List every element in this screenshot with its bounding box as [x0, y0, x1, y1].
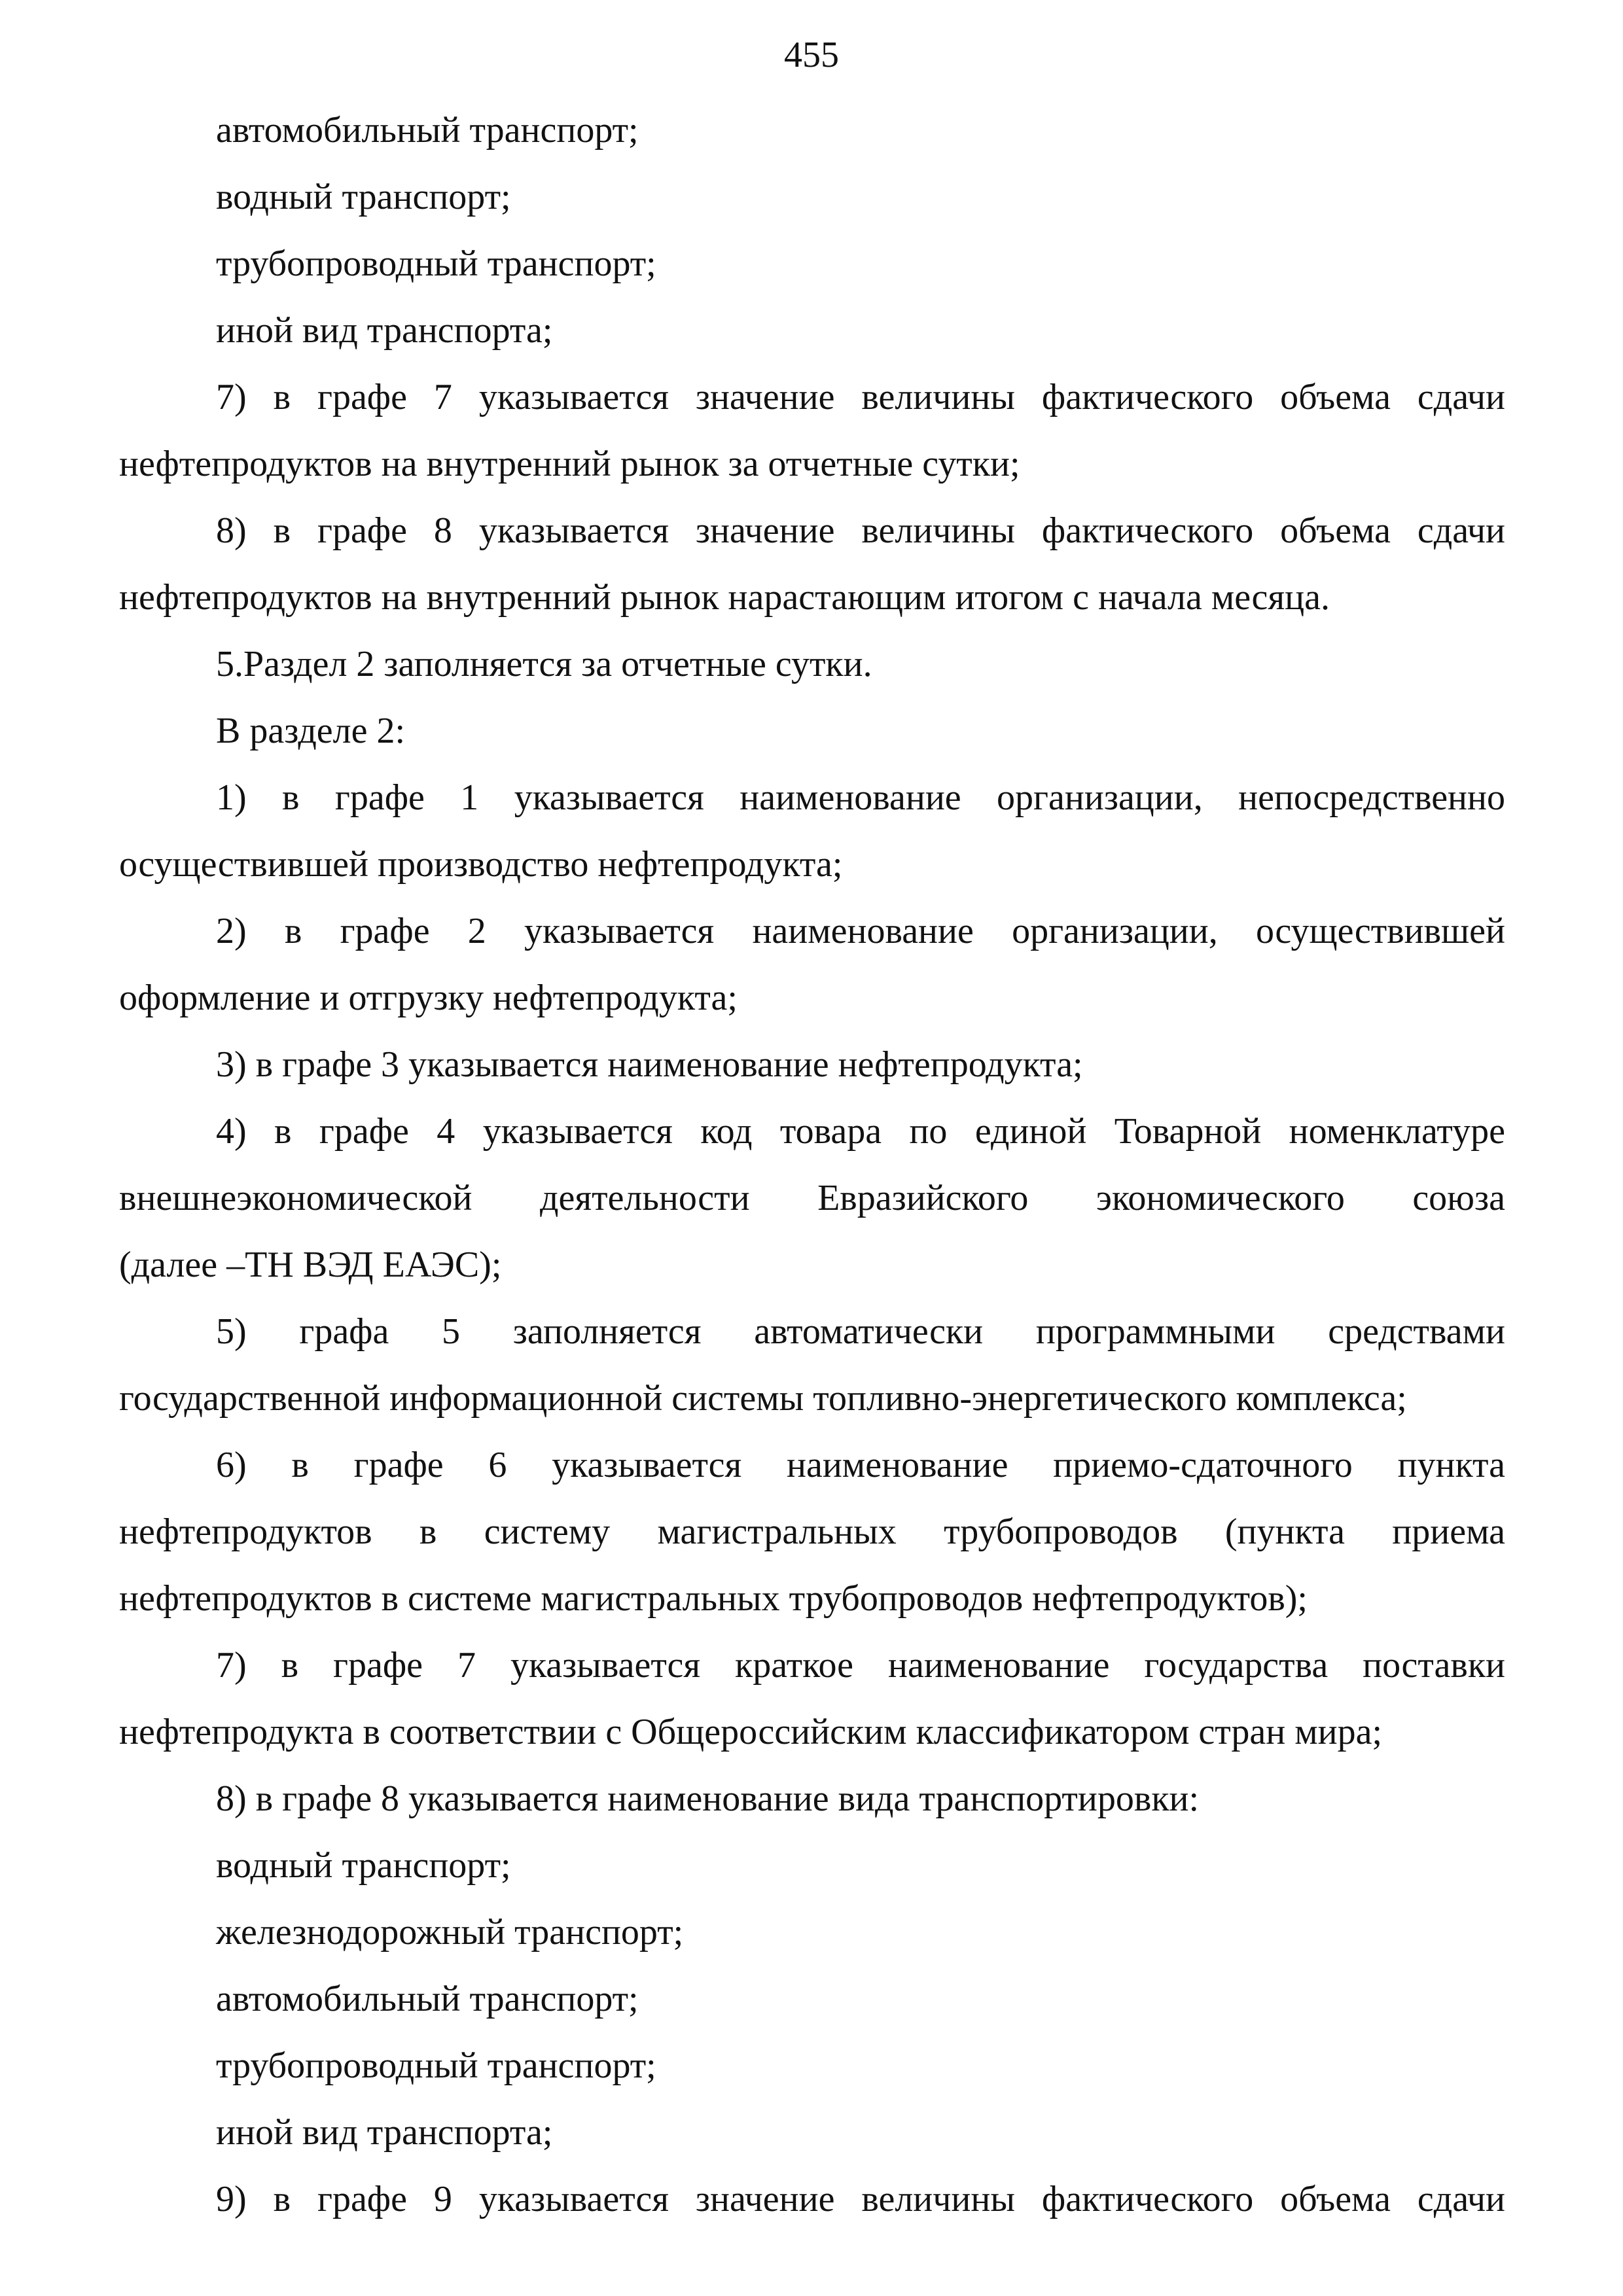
text-line: осуществившей производство нефтепродукта; [119, 844, 843, 885]
text-line: водный транспорт; [216, 177, 511, 217]
text-line: иной вид транспорта; [216, 310, 553, 351]
text-line: нефтепродуктов в систему магистральных трубопроводов (пункта приема [119, 1511, 1505, 1552]
text-line: 3) в графе 3 указывается наименование нефтепродукта; [216, 1044, 1083, 1085]
text-line: (далее –ТН ВЭД ЕАЭС); [119, 1245, 502, 1285]
text-line: автомобильный транспорт; [216, 1979, 639, 2019]
text-line: 9) в графе 9 указывается значение величины фактического объема сдачи [216, 2179, 1505, 2219]
text-line: 6) в графе 6 указывается наименование приемо-сдаточного пункта [216, 1445, 1505, 1485]
text-line: трубопроводный транспорт; [216, 243, 656, 284]
text-line: нефтепродукта в соответствии с Общероссийским классификатором стран мира; [119, 1712, 1383, 1752]
text-line: водный транспорт; [216, 1845, 511, 1886]
text-line: 4) в графе 4 указывается код товара по единой Товарной номенклатуре [216, 1111, 1505, 1152]
text-line: 2) в графе 2 указывается наименование организации, осуществившей [216, 911, 1505, 951]
text-line: 8) в графе 8 указывается значение величины фактического объема сдачи [216, 510, 1505, 551]
text-line: нефтепродуктов на внутренний рынок за отчетные сутки; [119, 444, 1020, 484]
text-line: оформление и отгрузку нефтепродукта; [119, 978, 738, 1018]
text-line: автомобильный транспорт; [216, 110, 639, 150]
text-line: 5) графа 5 заполняется автоматически программными средствами [216, 1311, 1505, 1352]
text-line: иной вид транспорта; [216, 2112, 553, 2153]
text-line: железнодорожный транспорт; [216, 1912, 684, 1952]
text-line: 7) в графе 7 указывается значение величины фактического объема сдачи [216, 377, 1505, 417]
document-body [119, 97, 1505, 2233]
text-line: внешнеэкономической деятельности Евразийского экономического союза [119, 1178, 1505, 1218]
text-line: нефтепродуктов на внутренний рынок нарастающим итогом с начала месяца. [119, 577, 1330, 618]
text-line: 8) в графе 8 указывается наименование вида транспортировки: [216, 1778, 1200, 1819]
text-line: государственной информационной системы топливно-энергетического комплекса; [119, 1378, 1407, 1419]
page-number: 455 [784, 35, 839, 75]
text-line: 7) в графе 7 указывается краткое наименование государства поставки [216, 1645, 1505, 1686]
text-line: трубопроводный транспорт; [216, 2045, 656, 2086]
text-line: 1) в графе 1 указывается наименование организации, непосредственно [216, 777, 1505, 818]
text-line: нефтепродуктов в системе магистральных трубопроводов нефтепродуктов); [119, 1578, 1308, 1619]
text-line: 5.Раздел 2 заполняется за отчетные сутки. [216, 644, 872, 684]
text-line: В разделе 2: [216, 711, 406, 751]
